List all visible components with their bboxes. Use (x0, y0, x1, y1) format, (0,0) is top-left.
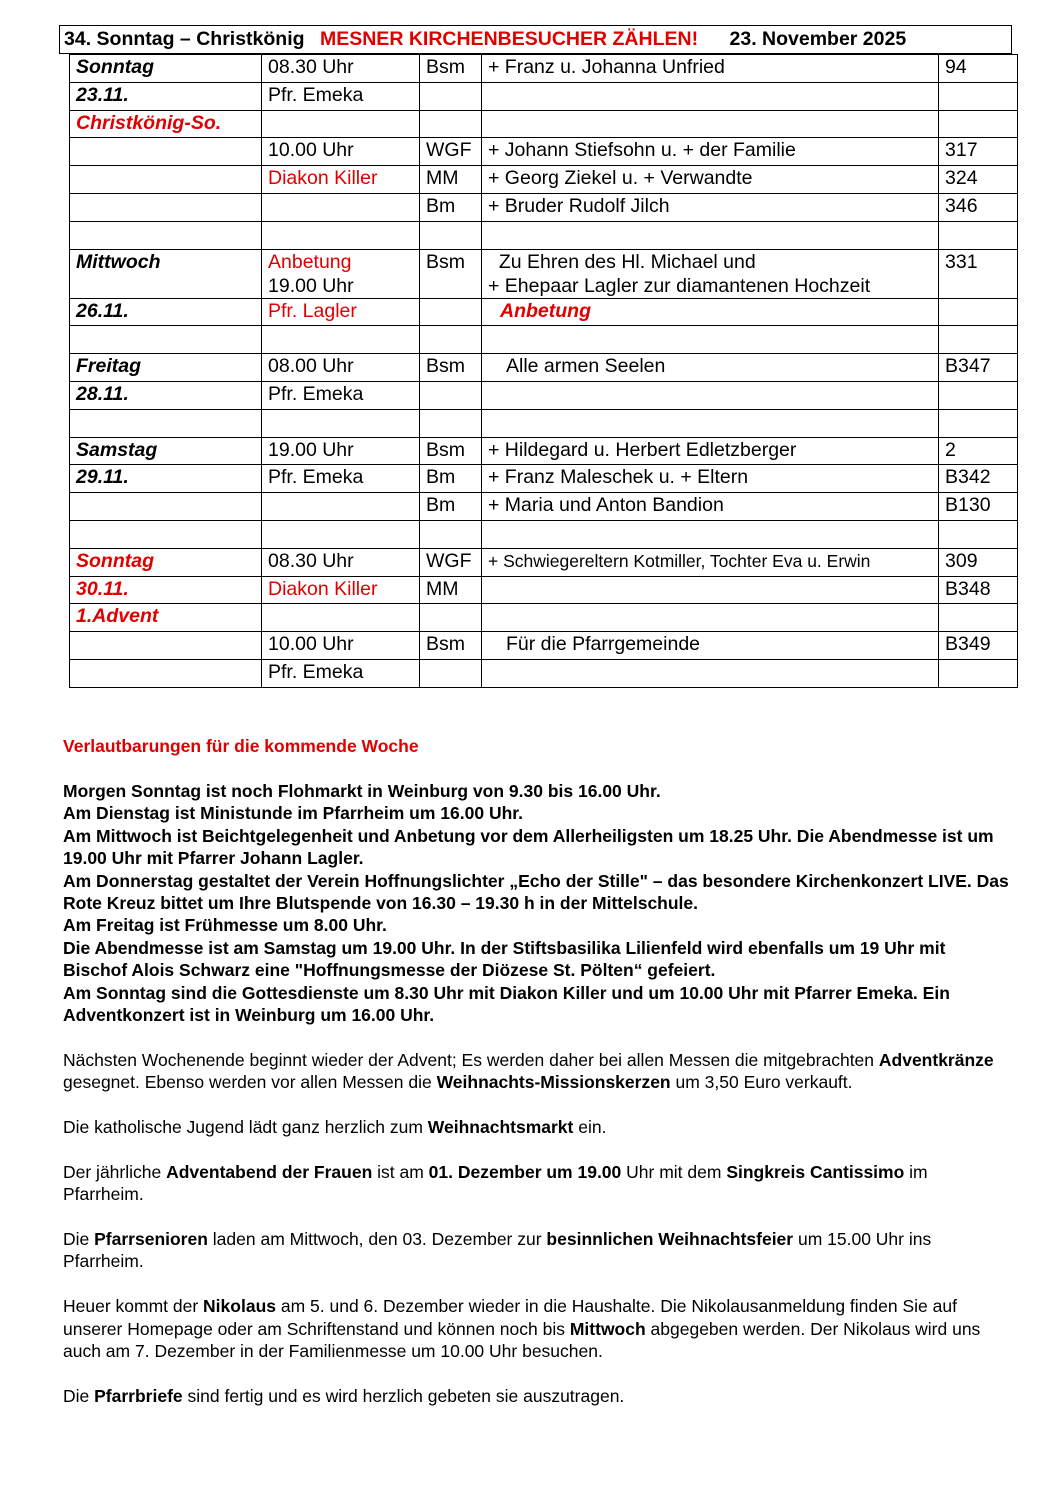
day-cell (70, 493, 262, 521)
type-cell (420, 138, 482, 166)
emphasis-text: Pfarrsenioren (94, 1229, 208, 1250)
paragraph-gap (63, 1206, 1013, 1228)
cell-text: + Schwiegereltern Kotmiller, Tochter Eva u. Erwin (488, 550, 871, 571)
type-cell (420, 82, 482, 110)
number-cell (939, 493, 1018, 521)
schedule-row (70, 221, 1018, 249)
cell-text: Bsm (426, 355, 465, 378)
number-cell (939, 138, 1018, 166)
emphasis-text: Mittwoch (569, 1318, 646, 1339)
type-cell (420, 465, 482, 493)
cell-text: 30.11. (76, 577, 129, 600)
announcement-paragraph (63, 1295, 1013, 1362)
cell-text: + Franz u. Johanna Unfried (488, 56, 725, 78)
paragraph-gap (63, 1094, 1013, 1116)
announcement-paragraph (63, 1161, 1013, 1206)
number-cell (939, 326, 1018, 354)
time-celebrant-cell (262, 548, 420, 576)
announcements-title: Verlautbarungen für die kommende Woche (63, 736, 419, 756)
intention-cell (482, 548, 939, 576)
cell-text: 08.30 Uhr (268, 549, 354, 572)
schedule-row (70, 381, 1018, 409)
day-cell (70, 659, 262, 687)
day-cell (70, 381, 262, 409)
schedule-row (70, 548, 1018, 576)
schedule-row (70, 659, 1018, 687)
cell-text: 331 (945, 250, 978, 273)
cell-text: + Johann Stiefsohn u. + der Familie (488, 139, 796, 162)
time-celebrant-cell (262, 298, 420, 326)
announcement-line: Am Dienstag ist Ministunde im Pfarrheim um 16.00 Uhr. (63, 803, 523, 824)
intention-cell (482, 326, 939, 354)
day-cell (70, 298, 262, 326)
intention-cell (482, 55, 939, 83)
time-celebrant-cell (262, 520, 420, 548)
schedule-row (70, 465, 1018, 493)
intention-cell (482, 249, 939, 298)
cell-text: Pfr. Emeka (268, 660, 364, 683)
paragraph-text: Uhr mit dem (621, 1161, 727, 1182)
intention-cell (482, 221, 939, 249)
header-date: 23. November 2025 (729, 28, 907, 50)
number-cell (939, 193, 1018, 221)
day-cell (70, 576, 262, 604)
number-cell (939, 381, 1018, 409)
announcement-line: Am Donnerstag gestaltet der Verein Hoffnungslichter „Echo der Stille" – das besondere Kirchenkonzert LIVE. Das Rote Kreuz bittet um Ihre Blutspende von 16.30 – 19.30 h in der Mittelschule. (63, 870, 1009, 914)
cell-text: Bsm (426, 56, 465, 78)
cell-text: B347 (945, 355, 991, 378)
number-cell (939, 632, 1018, 660)
emphasis-text: besinnlichen Weihnachtsfeier (546, 1229, 794, 1250)
paragraph-text: Der jährliche (63, 1161, 167, 1182)
emphasis-text: Adventkränze (878, 1049, 994, 1070)
time-celebrant-cell (262, 193, 420, 221)
paragraph-text: im Pfarrheim. (63, 1161, 928, 1205)
emphasis-text: Adventabend der Frauen (166, 1161, 373, 1182)
cell-text: Alle armen Seelen (506, 355, 666, 378)
cell-text: Bsm (426, 250, 465, 273)
cell-text: + Maria und Anton Bandion (488, 494, 724, 517)
cell-text: 309 (945, 549, 978, 572)
schedule-row (70, 138, 1018, 166)
cell-text: 23.11. (76, 83, 129, 106)
announcements-body (63, 780, 1013, 1407)
announcement-line: Am Sonntag sind die Gottesdienste um 8.30 Uhr mit Diakon Killer und um 10.00 Uhr mit Pfarrer Emeka. Ein Adventkonzert ist in Weinburg um 16.00 Uhr. (63, 982, 950, 1026)
time-celebrant-cell (262, 354, 420, 382)
paragraph-text: Die (63, 1229, 95, 1250)
schedule-row (70, 437, 1018, 465)
intention-cell (482, 632, 939, 660)
cell-text-line2: 19.00 Uhr (268, 274, 354, 297)
cell-text: Pfr. Emeka (268, 83, 364, 106)
type-cell (420, 659, 482, 687)
day-cell (70, 604, 262, 632)
time-celebrant-cell (262, 632, 420, 660)
cell-text: Bsm (426, 438, 465, 461)
paragraph-gap (63, 1273, 1013, 1295)
number-cell (939, 576, 1018, 604)
paragraph-text: sind fertig und es wird herzlich gebeten sie auszutragen. (182, 1385, 625, 1406)
header-title: 34. Sonntag – Christkönig (64, 28, 305, 50)
time-celebrant-cell (262, 437, 420, 465)
cell-text: Samstag (76, 438, 158, 461)
day-cell (70, 221, 262, 249)
cell-text: + Bruder Rudolf Jilch (488, 194, 670, 217)
number-cell (939, 55, 1018, 83)
intention-cell (482, 493, 939, 521)
type-cell (420, 632, 482, 660)
cell-text: B130 (945, 494, 991, 517)
time-celebrant-cell (262, 166, 420, 194)
intention-cell (482, 193, 939, 221)
type-cell (420, 110, 482, 138)
type-cell (420, 576, 482, 604)
cell-text: Pfr. Lagler (268, 299, 357, 322)
cell-text: 317 (945, 139, 978, 162)
header-warning: MESNER KIRCHENBESUCHER ZÄHLEN! (319, 28, 699, 50)
cell-text: B349 (945, 633, 991, 656)
announcement-line: Die Abendmesse ist am Samstag um 19.00 Uhr. In der Stiftsbasilika Lilienfeld wird ebenfalls um 19 Uhr mit Bischof Alois Schwarz eine "Hoffnungsmesse der Diözese St. Pölten“ gefeiert. (63, 937, 946, 981)
announcement-paragraph (63, 1228, 1013, 1273)
intention-cell (482, 465, 939, 493)
day-cell (70, 193, 262, 221)
day-cell (70, 437, 262, 465)
document-header (59, 25, 1012, 54)
cell-text: 1.Advent (76, 605, 159, 628)
schedule-row (70, 110, 1018, 138)
paragraph-text: abgegeben werden. Der Nikolaus wird uns auch am 7. Dezember in der Familienmesse um 10.00 Uhr besuchen. (63, 1318, 981, 1362)
day-cell (70, 548, 262, 576)
type-cell (420, 166, 482, 194)
paragraph-gap (63, 1362, 1013, 1384)
paragraph-text: Die (63, 1385, 95, 1406)
day-cell (70, 632, 262, 660)
cell-text: 28.11. (76, 382, 129, 405)
type-cell (420, 520, 482, 548)
type-cell (420, 381, 482, 409)
cell-text: WGF (426, 139, 472, 162)
emphasis-text: Weihnachtsmarkt (427, 1117, 574, 1138)
paragraph-text: am 5. und 6. Dezember wieder in die Haushalte. Die Nikolausanmeldung finden Sie auf unserer Homepage oder am Schriftenstand und können noch bis (63, 1296, 957, 1339)
day-cell (70, 520, 262, 548)
cell-text: 29.11. (76, 466, 129, 489)
announcement-paragraph (63, 1385, 1013, 1407)
number-cell (939, 166, 1018, 194)
cell-text: Pfr. Emeka (268, 382, 364, 405)
intention-cell (482, 659, 939, 687)
cell-text: 346 (945, 194, 978, 217)
announcement-line: Am Mittwoch ist Beichtgelegenheit und Anbetung vor dem Allerheiligsten um 18.25 Uhr. Die Abendmesse ist um 19.00 Uhr mit Pfarrer Johann Lagler. (63, 825, 994, 869)
number-cell (939, 82, 1018, 110)
cell-text: WGF (426, 549, 472, 572)
number-cell (939, 110, 1018, 138)
time-celebrant-cell (262, 221, 420, 249)
paragraph-text: ein. (573, 1117, 607, 1138)
time-celebrant-cell (262, 409, 420, 437)
schedule-row (70, 249, 1018, 298)
number-cell (939, 409, 1018, 437)
cell-text: Sonntag (76, 549, 154, 572)
time-celebrant-cell (262, 55, 420, 83)
cell-text: 10.00 Uhr (268, 139, 354, 162)
time-celebrant-cell (262, 576, 420, 604)
schedule-row (70, 166, 1018, 194)
cell-text: 19.00 Uhr (268, 438, 354, 461)
emphasis-text: 01. Dezember um 19.00 (428, 1161, 622, 1182)
time-celebrant-cell (262, 465, 420, 493)
cell-text: MM (426, 577, 459, 600)
paragraph-text: Heuer kommt der (63, 1296, 204, 1317)
cell-text: 2 (945, 438, 956, 461)
intention-cell (482, 110, 939, 138)
cell-text: Diakon Killer (268, 577, 378, 600)
emphasis-text: Nikolaus (203, 1296, 276, 1317)
schedule-row (70, 632, 1018, 660)
emphasis-text: Singkreis Cantissimo (726, 1161, 905, 1182)
number-cell (939, 465, 1018, 493)
time-celebrant-cell (262, 326, 420, 354)
cell-text: Bsm (426, 633, 465, 656)
emphasis-text: Weihnachts-Missionskerzen (436, 1072, 671, 1093)
weekly-announcements (63, 780, 1013, 1026)
announcement-paragraph (63, 1049, 1013, 1094)
schedule-row (70, 55, 1018, 83)
number-cell (939, 298, 1018, 326)
day-cell (70, 326, 262, 354)
cell-text: B348 (945, 577, 991, 600)
paragraph-text: ist am (372, 1161, 429, 1182)
type-cell (420, 298, 482, 326)
paragraph-text: um 15.00 Uhr ins Pfarrheim. (63, 1229, 932, 1272)
schedule-row (70, 493, 1018, 521)
number-cell (939, 249, 1018, 298)
cell-text: + Franz Maleschek u. + Eltern (488, 466, 749, 489)
time-celebrant-cell (262, 493, 420, 521)
intention-cell (482, 166, 939, 194)
schedule-row (70, 298, 1018, 326)
type-cell (420, 55, 482, 83)
cell-text: 10.00 Uhr (268, 633, 354, 656)
schedule-row (70, 520, 1018, 548)
intention-cell (482, 298, 939, 326)
day-cell (70, 82, 262, 110)
cell-text: 94 (945, 56, 967, 78)
paragraph-text: laden am Mittwoch, den 03. Dezember zur (207, 1229, 547, 1250)
announcement-line: Am Freitag ist Frühmesse um 8.00 Uhr. (63, 915, 387, 936)
cell-text: Anbetung (500, 299, 591, 322)
cell-text: Freitag (76, 355, 142, 378)
cell-text: Bm (426, 466, 456, 489)
cell-text: Anbetung (268, 250, 352, 273)
number-cell (939, 604, 1018, 632)
time-celebrant-cell (262, 381, 420, 409)
intention-cell (482, 576, 939, 604)
type-cell (420, 409, 482, 437)
cell-text: Bm (426, 194, 456, 217)
additional-announcements (63, 1026, 1013, 1407)
schedule-row (70, 576, 1018, 604)
cell-text: Christkönig-So. (76, 111, 222, 134)
number-cell (939, 354, 1018, 382)
cell-text: Für die Pfarrgemeinde (506, 633, 701, 656)
paragraph-gap (63, 1026, 1013, 1048)
day-cell (70, 110, 262, 138)
intention-cell (482, 381, 939, 409)
intention-cell (482, 520, 939, 548)
number-cell (939, 548, 1018, 576)
type-cell (420, 493, 482, 521)
type-cell (420, 326, 482, 354)
day-cell (70, 465, 262, 493)
emphasis-text: Pfarrbriefe (94, 1385, 183, 1406)
cell-text: 26.11. (76, 299, 129, 322)
cell-text: B342 (945, 466, 991, 489)
number-cell (939, 221, 1018, 249)
time-celebrant-cell (262, 249, 420, 298)
cell-text: Zu Ehren des Hl. Michael und (488, 250, 756, 273)
intention-cell (482, 138, 939, 166)
schedule-row (70, 82, 1018, 110)
type-cell (420, 354, 482, 382)
announcement-paragraph (63, 1116, 1013, 1138)
cell-text: + Hildegard u. Herbert Edletzberger (488, 438, 797, 461)
schedule-row (70, 354, 1018, 382)
intention-cell (482, 82, 939, 110)
paragraph-text: gesegnet. Ebenso werden vor allen Messen die (63, 1072, 437, 1093)
intention-cell (482, 409, 939, 437)
paragraph-gap (63, 1138, 1013, 1160)
schedule-row (70, 326, 1018, 354)
mass-schedule-table (69, 54, 1018, 688)
schedule-row (70, 193, 1018, 221)
paragraph-text: Die katholische Jugend lädt ganz herzlich zum (63, 1117, 428, 1138)
number-cell (939, 659, 1018, 687)
time-celebrant-cell (262, 138, 420, 166)
type-cell (420, 249, 482, 298)
announcement-line: Morgen Sonntag ist noch Flohmarkt in Weinburg von 9.30 bis 16.00 Uhr. (63, 781, 661, 801)
type-cell (420, 193, 482, 221)
type-cell (420, 437, 482, 465)
schedule-row (70, 409, 1018, 437)
cell-text: Mittwoch (76, 250, 161, 273)
intention-cell (482, 354, 939, 382)
cell-text: + Georg Ziekel u. + Verwandte (488, 167, 753, 190)
cell-text: MM (426, 167, 459, 190)
intention-cell (482, 437, 939, 465)
time-celebrant-cell (262, 82, 420, 110)
cell-text-line2: + Ehepaar Lagler zur diamantenen Hochzeit (488, 274, 871, 297)
day-cell (70, 166, 262, 194)
cell-text: Diakon Killer (268, 167, 378, 190)
time-celebrant-cell (262, 110, 420, 138)
type-cell (420, 604, 482, 632)
cell-text: 324 (945, 167, 978, 190)
cell-text: Bm (426, 494, 456, 517)
paragraph-text: um 3,50 Euro verkauft. (670, 1072, 853, 1093)
number-cell (939, 437, 1018, 465)
day-cell (70, 409, 262, 437)
cell-text: Sonntag (76, 56, 154, 78)
day-cell (70, 138, 262, 166)
day-cell (70, 354, 262, 382)
type-cell (420, 548, 482, 576)
intention-cell (482, 604, 939, 632)
cell-text: Pfr. Emeka (268, 466, 364, 489)
time-celebrant-cell (262, 659, 420, 687)
cell-text: 08.30 Uhr (268, 56, 354, 78)
time-celebrant-cell (262, 604, 420, 632)
schedule-row (70, 604, 1018, 632)
day-cell (70, 55, 262, 83)
paragraph-text: Nächsten Wochenende beginnt wieder der Advent; Es werden daher bei allen Messen die mitgebrachten (63, 1049, 879, 1070)
day-cell (70, 249, 262, 298)
type-cell (420, 221, 482, 249)
number-cell (939, 520, 1018, 548)
cell-text: 08.00 Uhr (268, 355, 354, 378)
